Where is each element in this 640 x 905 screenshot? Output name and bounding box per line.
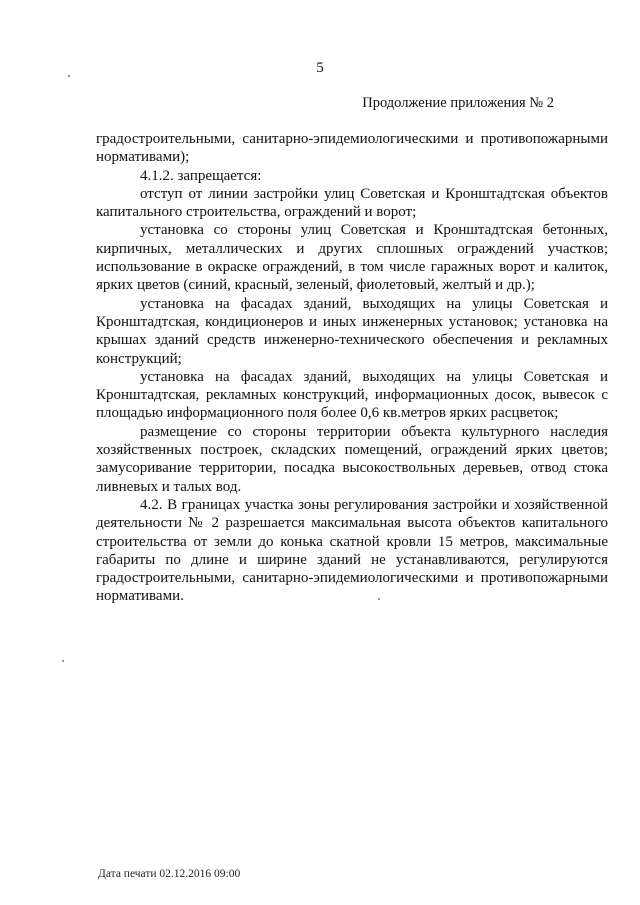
appendix-continuation-label: Продолжение приложения № 2 (362, 95, 554, 111)
paragraph: градостроительными, санитарно-эпидемиологическими и противопожарными нормативами); (96, 131, 608, 166)
paragraph: 4.1.2. запрещается: (140, 167, 262, 184)
scan-speck (68, 75, 70, 77)
paragraph: размещение со стороны территории объекта культурного наследия хозяйственных построек, складских помещений, ограждений ярких цветов; замусоривание территории, посадка высокоствольных деревьев, отвод стока ливневых и талых вод. (96, 423, 608, 495)
paragraph: установка на фасадах зданий, выходящих на улицы Советская и Кронштадтская, кондиционеров и иных инженерных установок; установка на крышах зданий средств инженерно-технического обеспечения и рекламных конструкций; (96, 295, 608, 367)
scan-speck (378, 598, 380, 600)
body-text (96, 130, 608, 606)
print-date-footer: Дата печати 02.12.2016 09:00 (98, 868, 241, 880)
scan-speck (62, 660, 64, 662)
page-number: 5 (316, 60, 324, 76)
paragraph: установка со стороны улиц Советская и Кронштадтская бетонных, кирпичных, металлических и других сплошных ограждений участков; использование в окраске ограждений, в том числе гаражных ворот и калиток, ярких цветов (синий, красный, зеленый, фиолетовый, желтый и др.); (96, 222, 608, 294)
paragraph: 4.2. В границах участка зоны регулирования застройки и хозяйственной деятельности № 2 разрешается максимальная высота объектов капитального строительства от земли до конька скатной кровли 15 метров, максимальные габариты по длине и ширине зданий не устанавливаются, регулируются градостроительными, санитарно-эпидемиологическими и противопожарными нормативами. (96, 496, 608, 605)
paragraph: отступ от линии застройки улиц Советская и Кронштадтская объектов капитального строительства, ограждений и ворот; (96, 185, 608, 221)
paragraph: установка на фасадах зданий, выходящих на улицы Советская и Кронштадтская, рекламных конструкций, информационных досок, вывесок с площадью информационного поля более 0,6 кв.метров ярких расцветок; (96, 368, 608, 422)
